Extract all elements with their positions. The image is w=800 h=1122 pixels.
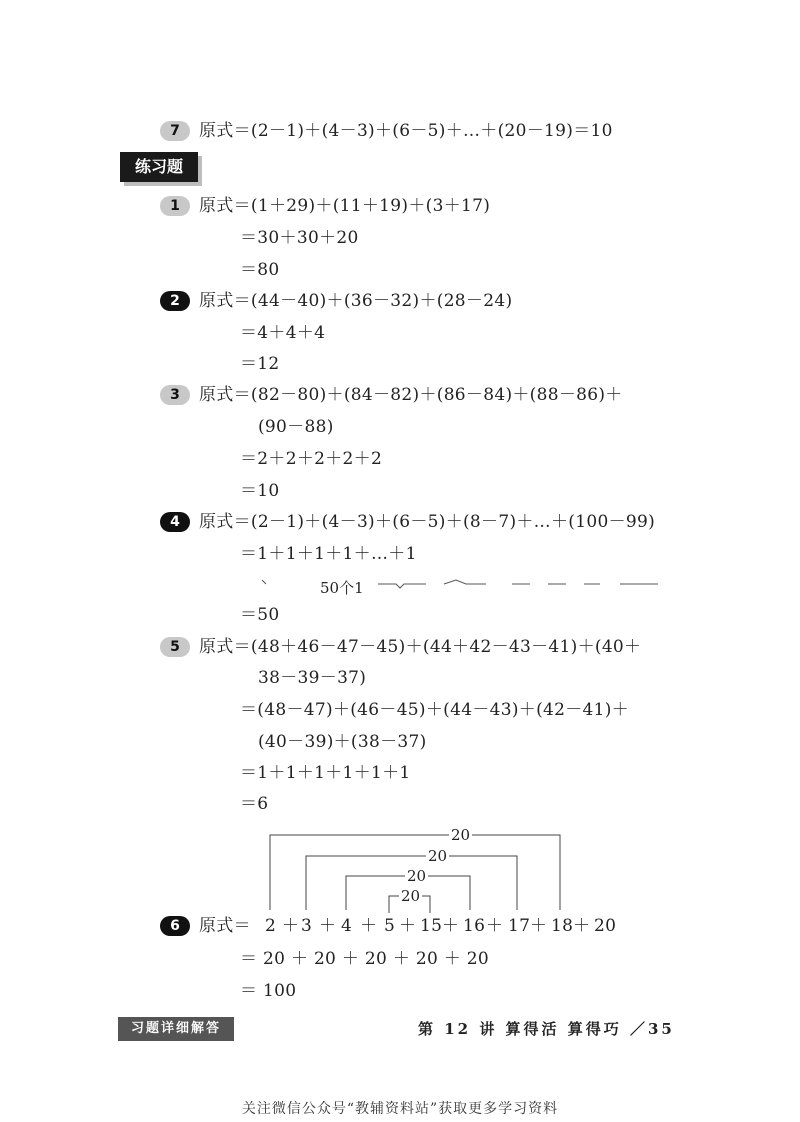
problem-7-badge: 7 (160, 121, 190, 141)
problem-5-line-2: 38－39－37) (258, 668, 367, 688)
problem-3-line-3: ＝2＋2＋2＋2＋2 (240, 449, 383, 469)
problem-3-line-4: ＝10 (240, 481, 280, 501)
problem-3-line-1: 原式＝(82－80)＋(84－82)＋(86－84)＋(88－86)＋ (199, 385, 623, 405)
problem-6-prefix: 原式＝ (199, 916, 251, 936)
problem-5-line-5: ＝1＋1＋1＋1＋1＋1 (240, 763, 411, 783)
problem-6-line-2: ＝ 20 ＋ 20 ＋ 20 ＋ 20 ＋ 20 (240, 949, 489, 969)
problem-1-line-1: 原式＝(1＋29)＋(11＋19)＋(3＋17) (199, 196, 491, 216)
pair-sum-label: 20 (401, 887, 421, 905)
plus-sign: ＋ (360, 916, 378, 936)
problem-2-line-2: ＝4＋4＋4 (240, 323, 326, 343)
term: 18 (551, 916, 574, 936)
term: 16 (463, 916, 486, 936)
term: 2 (265, 916, 277, 936)
plus-sign: ＋ (530, 916, 548, 936)
term: 20 (594, 916, 617, 936)
problem-3-line-2: (90－88) (258, 417, 334, 437)
plus-sign: ＋ (282, 916, 300, 936)
problem-1-badge: 1 (160, 196, 190, 216)
problem-7-solution: 原式＝(2－1)＋(4－3)＋(6－5)＋…＋(20－19)＝10 (199, 121, 613, 141)
problem-5-line-6: ＝6 (240, 794, 269, 814)
footer-page-info: 第 12 讲 算得活 算得巧 ／35 (418, 1020, 675, 1038)
plus-sign: ＋ (442, 916, 460, 936)
problem-5-line-1: 原式＝(48＋46－47－45)＋(44＋42－43－41)＋(40＋ (199, 637, 642, 657)
term: 3 (301, 916, 313, 936)
problem-2-badge: 2 (160, 291, 190, 311)
problem-4-line-3: ＝50 (240, 605, 280, 625)
problem-5-badge: 5 (160, 637, 190, 657)
problem-5-line-4: (40－39)＋(38－37) (258, 732, 427, 752)
problem-4-line-1: 原式＝(2－1)＋(4－3)＋(6－5)＋(8－7)＋…＋(100－99) (199, 512, 656, 532)
term: 5 (384, 916, 396, 936)
plus-sign: ＋ (399, 916, 417, 936)
problem-3-badge: 3 (160, 385, 190, 405)
plus-sign: ＋ (319, 916, 337, 936)
problem-1-line-2: ＝30＋30＋20 (240, 228, 359, 248)
problem-2-line-3: ＝12 (240, 354, 280, 374)
problem-6-line-3: ＝ 100 (240, 981, 297, 1001)
term: 4 (341, 916, 353, 936)
problem-4-badge: 4 (160, 512, 190, 532)
plus-sign: ＋ (486, 916, 504, 936)
problem-4-line-2: ＝1＋1＋1＋1＋…＋1 (240, 544, 417, 564)
problem-5-line-3: ＝(48－47)＋(46－45)＋(44－43)＋(42－41)＋ (240, 700, 630, 720)
pair-sum-label: 20 (451, 826, 471, 844)
pair-sum-label: 20 (428, 847, 448, 865)
brace-label: 50个1 (320, 579, 364, 597)
term: 17 (508, 916, 531, 936)
footer-section-label: 习题详细解答 (118, 1017, 234, 1041)
watermark-text: 关注微信公众号“教辅资料站”获取更多学习资料 (241, 1101, 559, 1117)
term: 15 (420, 916, 443, 936)
pair-sum-label: 20 (407, 867, 427, 885)
problem-1-line-3: ＝80 (240, 260, 280, 280)
section-title: 练习题 (120, 152, 198, 182)
problem-6-badge: 6 (160, 916, 190, 936)
problem-2-line-1: 原式＝(44－40)＋(36－32)＋(28－24) (199, 291, 513, 311)
plus-sign: ＋ (573, 916, 591, 936)
